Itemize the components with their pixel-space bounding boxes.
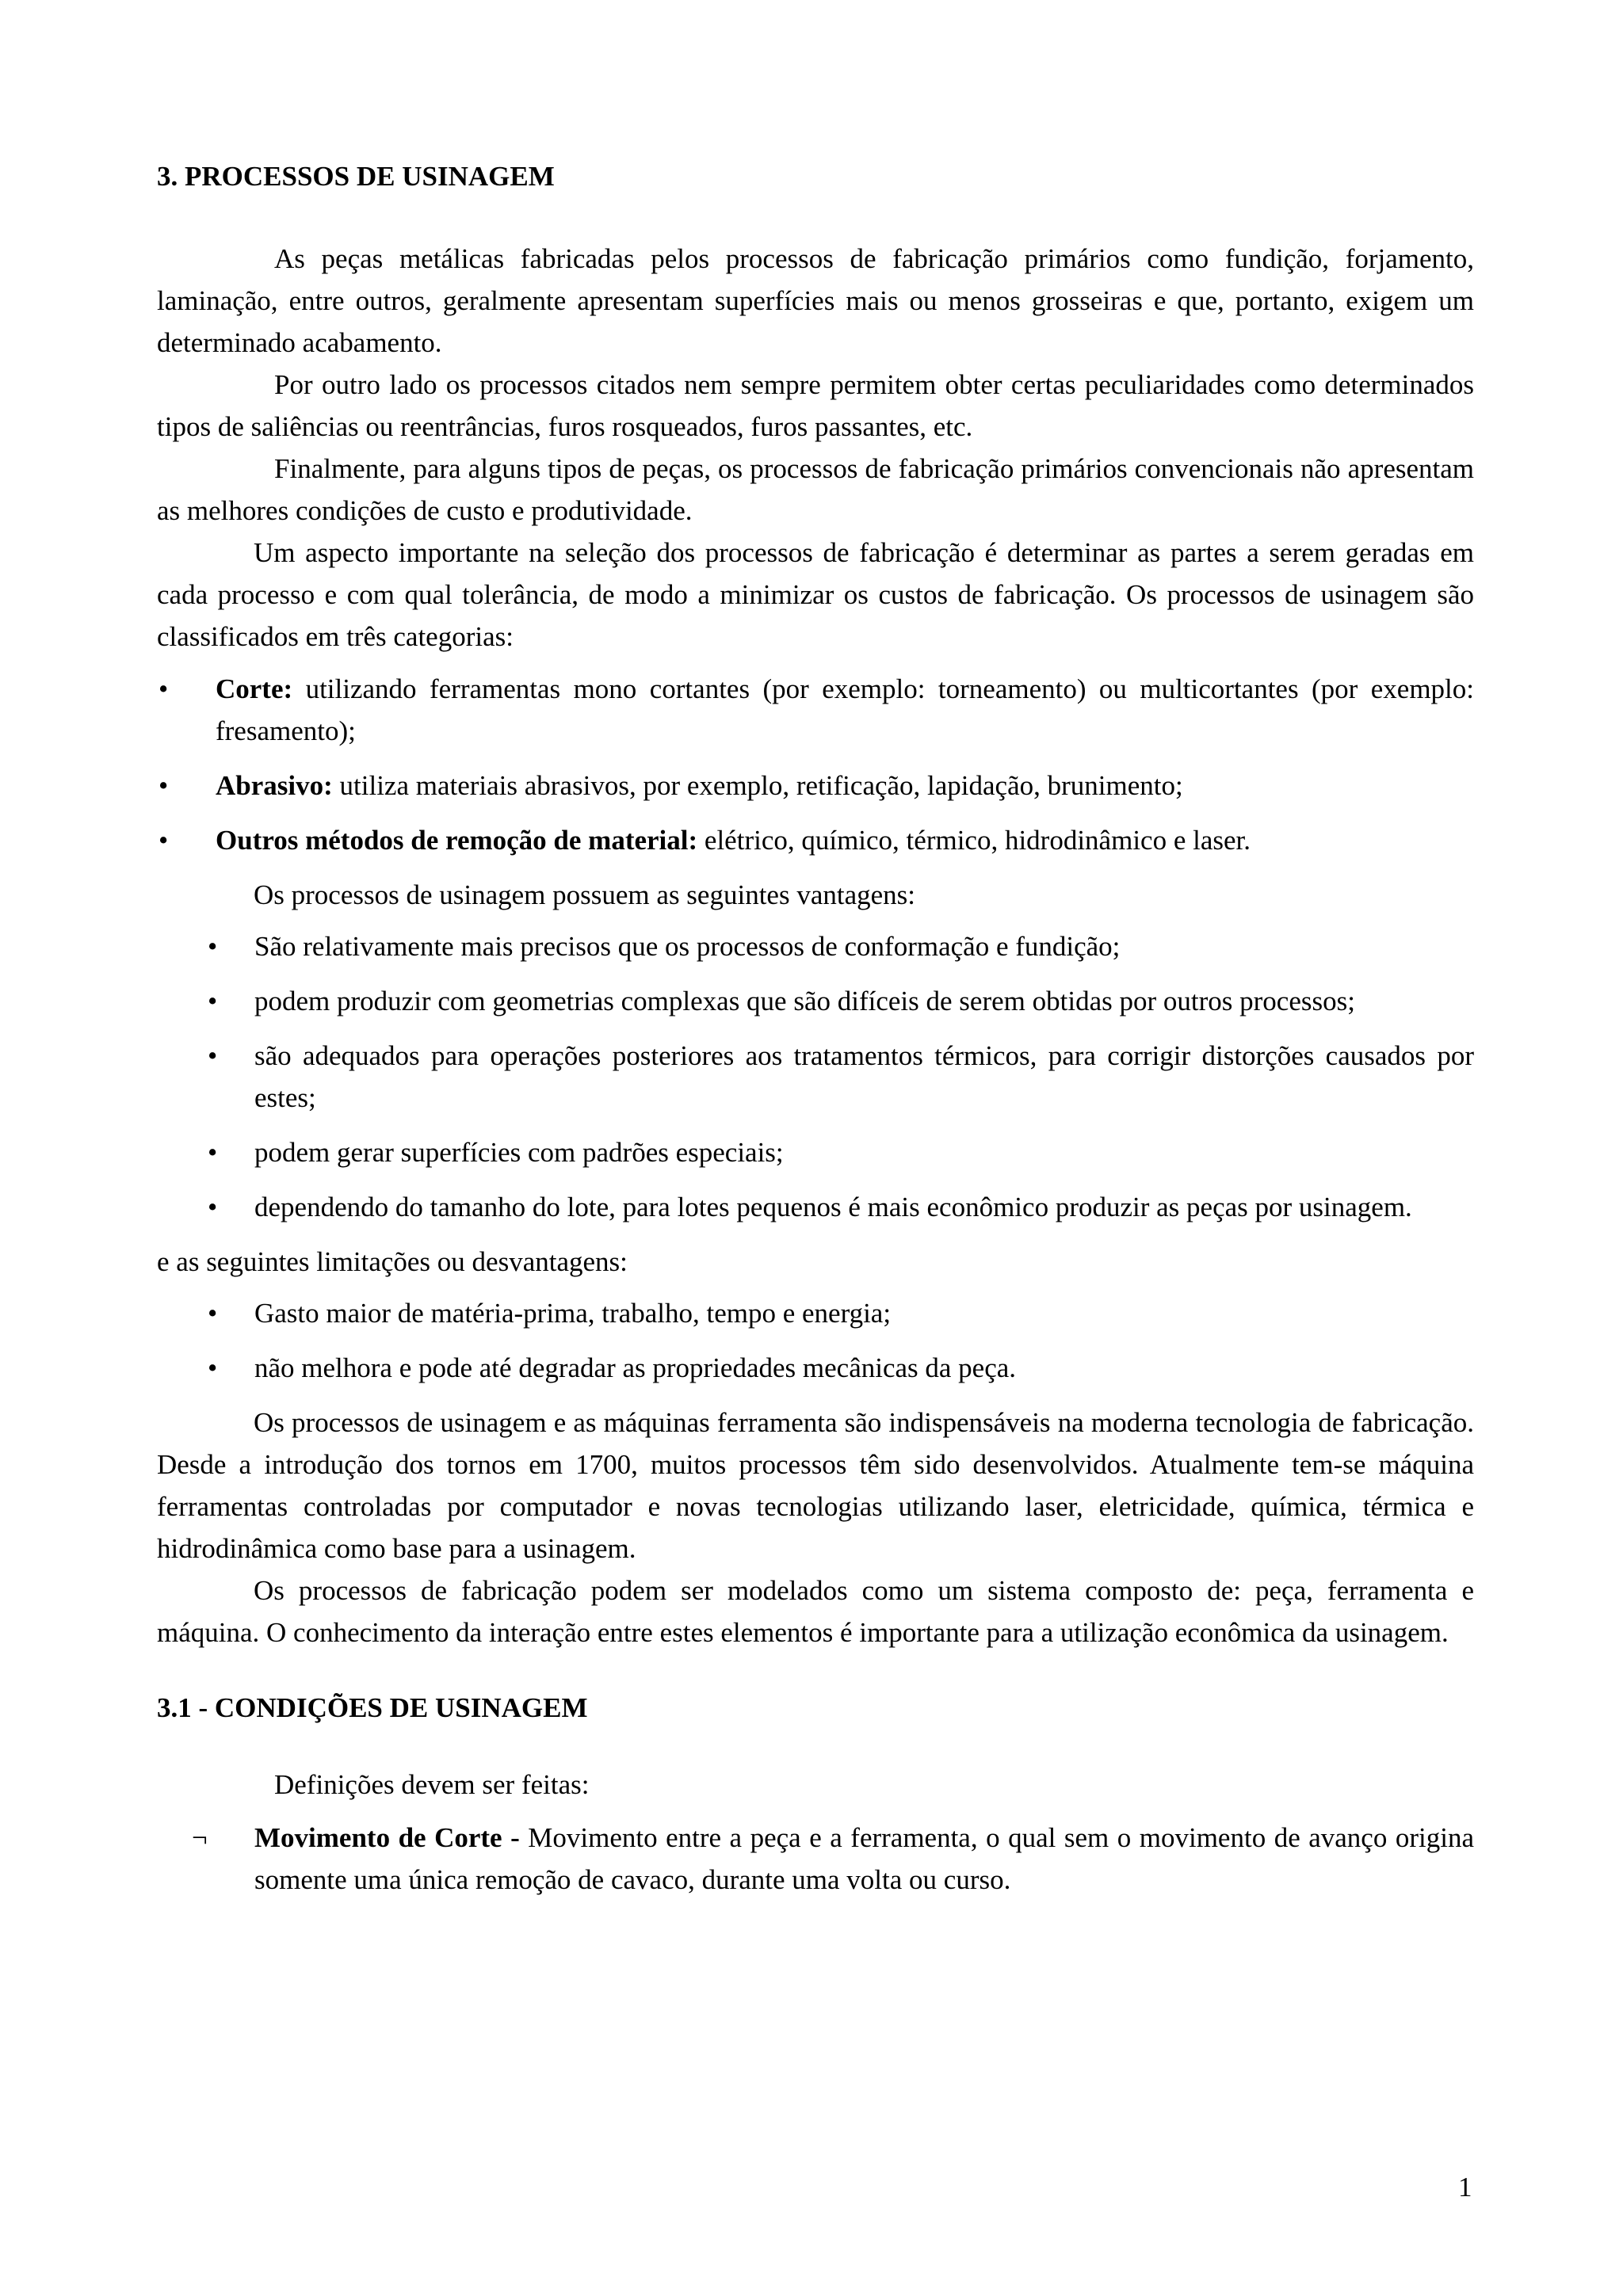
negation-bullet-icon: ¬ bbox=[192, 1822, 208, 1853]
bullet-icon: • bbox=[208, 1192, 218, 1222]
bullet-icon: • bbox=[208, 1352, 218, 1383]
page-number: 1 bbox=[1458, 2172, 1472, 2203]
category-list bbox=[157, 668, 1474, 861]
list-item-text: Gasto maior de matéria-prima, trabalho, tempo e energia; bbox=[254, 1298, 892, 1329]
list-item bbox=[157, 1347, 1474, 1389]
paragraph: Finalmente, para alguns tipos de peças, os processos de fabricação primários convencionais não apresentam as melhores condições de custo e produtividade. bbox=[157, 453, 1474, 526]
page-content bbox=[157, 155, 1474, 1901]
section-heading: 3. PROCESSOS DE USINAGEM bbox=[157, 161, 555, 192]
bullet-icon: • bbox=[158, 770, 169, 801]
list-item-text: dependendo do tamanho do lote, para lotes pequenos é mais econômico produzir as peças por usinagem. bbox=[254, 1192, 1412, 1222]
list-item-text: Movimento entre a peça e a ferramenta, o qual sem o movimento de avanço origina somente uma única remoção de cavaco, durante uma volta ou curso. bbox=[254, 1822, 1474, 1895]
list-item-term: Corte: bbox=[216, 673, 293, 704]
advantages-list bbox=[157, 925, 1474, 1228]
list-item-term: Abrasivo: bbox=[216, 770, 333, 801]
list-item-text: podem produzir com geometrias complexas que são difíceis de serem obtidas por outros processos; bbox=[254, 986, 1355, 1016]
list-item-text: podem gerar superfícies com padrões especiais; bbox=[254, 1137, 784, 1168]
bullet-icon: • bbox=[208, 1040, 218, 1071]
list-item-text: utilizando ferramentas mono cortantes (por exemplo: torneamento) ou multicortantes (por exemplo: fresamento); bbox=[216, 673, 1474, 746]
list-item bbox=[157, 765, 1474, 807]
list-item bbox=[157, 1131, 1474, 1173]
subsection-heading: 3.1 - CONDIÇÕES DE USINAGEM bbox=[157, 1692, 588, 1723]
bullet-icon: • bbox=[208, 1298, 218, 1329]
list-item-text: são adequados para operações posteriores aos tratamentos térmicos, para corrigir distorções causados por estes; bbox=[254, 1040, 1474, 1113]
paragraph: Por outro lado os processos citados nem sempre permitem obter certas peculiaridades como determinados tipos de saliências ou reentrâncias, furos rosqueados, furos passantes, etc. bbox=[157, 369, 1474, 442]
list-item bbox=[157, 1035, 1474, 1119]
bullet-icon: • bbox=[208, 986, 218, 1016]
list-item-term: Outros métodos de remoção de material: bbox=[216, 825, 698, 856]
paragraph: Os processos de usinagem possuem as seguintes vantagens: bbox=[254, 879, 915, 910]
list-item bbox=[157, 925, 1474, 967]
list-item-term: Movimento de Corte - bbox=[254, 1822, 520, 1853]
list-item bbox=[157, 1292, 1474, 1334]
list-item bbox=[157, 819, 1474, 861]
list-item-text: elétrico, químico, térmico, hidrodinâmico e laser. bbox=[697, 825, 1251, 856]
paragraph: As peças metálicas fabricadas pelos processos de fabricação primários como fundição, forjamento, laminação, entre outros, geralmente apresentam superfícies mais ou menos grosseiras e que, portanto, exigem um determinado acabamento. bbox=[157, 243, 1474, 358]
paragraph: Um aspecto importante na seleção dos processos de fabricação é determinar as partes a serem geradas em cada processo e com qual tolerância, de modo a minimizar os custos de fabricação. Os processos de usinagem são classificados em três categorias: bbox=[157, 537, 1474, 652]
list-item bbox=[157, 1817, 1474, 1901]
list-item-text: utiliza materiais abrasivos, por exemplo, retificação, lapidação, brunimento; bbox=[332, 770, 1183, 801]
bullet-icon: • bbox=[158, 825, 169, 856]
limitations-list bbox=[157, 1292, 1474, 1389]
list-item bbox=[157, 668, 1474, 752]
bullet-icon: • bbox=[208, 1137, 218, 1168]
bullet-icon: • bbox=[208, 931, 218, 962]
list-item-text: não melhora e pode até degradar as propriedades mecânicas da peça. bbox=[254, 1352, 1017, 1383]
list-item bbox=[157, 980, 1474, 1022]
list-item bbox=[157, 1186, 1474, 1228]
paragraph: Definições devem ser feitas: bbox=[274, 1769, 590, 1800]
bullet-icon: • bbox=[158, 673, 169, 704]
list-item-text: São relativamente mais precisos que os processos de conformação e fundição; bbox=[254, 931, 1121, 962]
definitions-list bbox=[157, 1817, 1474, 1901]
paragraph: Os processos de usinagem e as máquinas ferramenta são indispensáveis na moderna tecnologia de fabricação. Desde a introdução dos tornos em 1700, muitos processos têm sido desenvolvidos. Atualmente tem-se máquina ferramentas controladas por computador e novas tecnologias utilizando laser, eletricidade, química, térmica e hidrodinâmica como base para a usinagem. bbox=[157, 1407, 1474, 1564]
paragraph: Os processos de fabricação podem ser modelados como um sistema composto de: peça, ferramenta e máquina. O conhecimento da interação entre estes elementos é importante para a utilização econômica da usinagem. bbox=[157, 1575, 1474, 1648]
paragraph: e as seguintes limitações ou desvantagens: bbox=[157, 1246, 628, 1277]
